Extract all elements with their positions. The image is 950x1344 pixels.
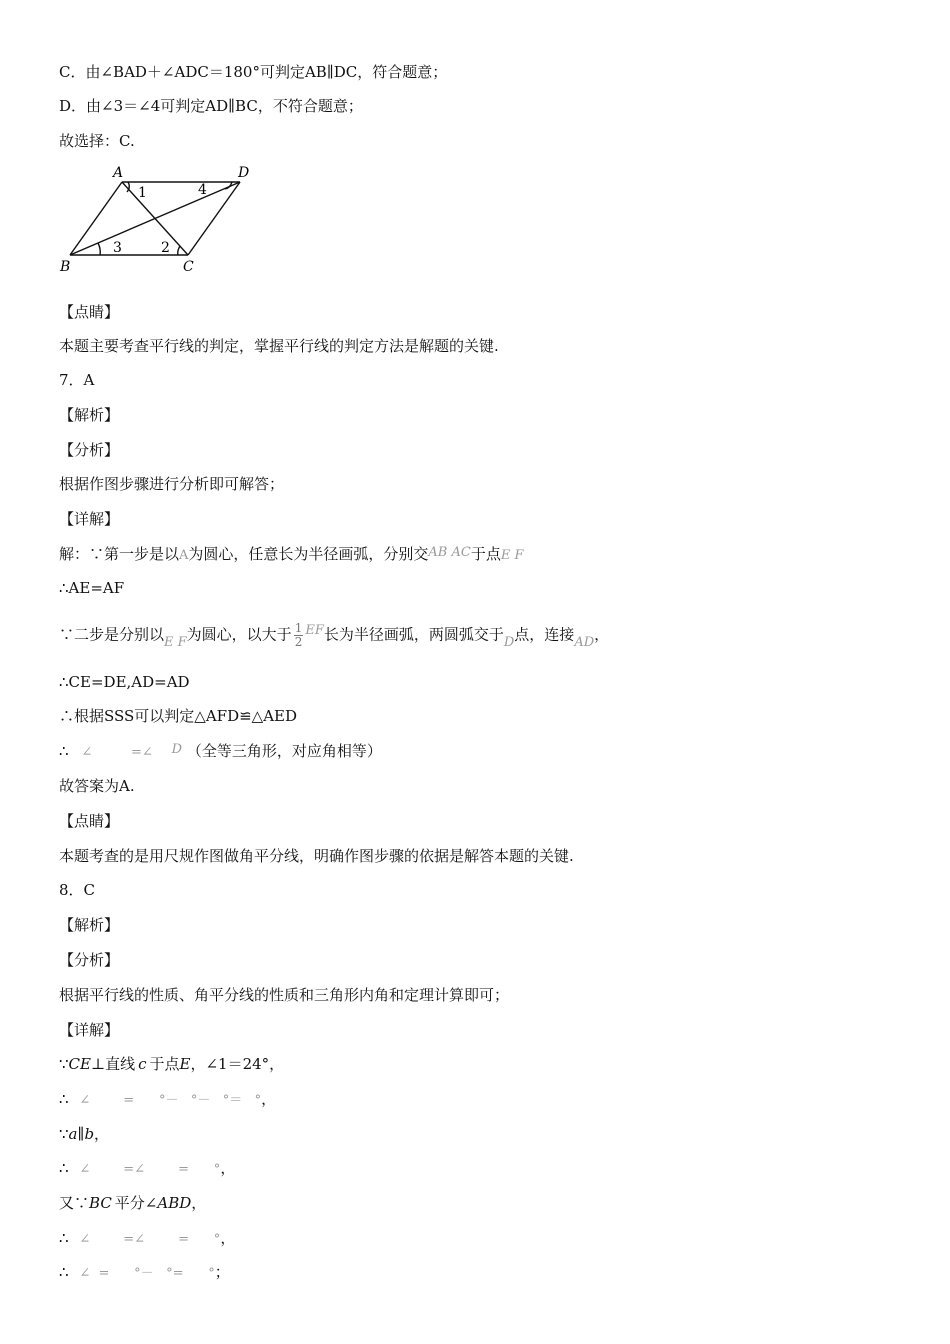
step-one-text-b: 为圆心，任意长为半径画弧，分别交: [188, 545, 429, 563]
angle-arc-3: [98, 243, 100, 255]
parallel-symbol: ∥: [77, 1125, 85, 1143]
line-calc-3: [59, 1228, 235, 1250]
parallel-because: ∵: [59, 1125, 69, 1143]
angle-label-4: 4: [198, 182, 207, 198]
angle-label-1: 1: [138, 185, 147, 201]
because-symbol: ∵: [59, 1055, 69, 1073]
heading-fenxi-7: 【分析】: [59, 441, 120, 459]
line-calc-2: [59, 1158, 235, 1180]
step-two-text-d: 点，连接: [514, 625, 575, 644]
calc-3-therefore: ∴: [59, 1229, 69, 1247]
step-two-text-b: 为圆心，以大于: [186, 625, 292, 644]
angle-expr-b: =∠: [131, 745, 153, 760]
question-8-answer: 8．C: [59, 881, 96, 899]
point-e-var: E: [179, 1055, 191, 1073]
line-step-one: [59, 544, 524, 566]
calc-2-therefore: ∴: [59, 1159, 69, 1177]
calc-2-expr: ∠ =∠ = °: [79, 1162, 221, 1177]
line-analysis-7: 根据作图步骤进行分析即可解答；: [59, 475, 285, 493]
line-option-c: C．由∠BAD＋∠ADC＝180°可判定AB∥DC，符合题意；: [59, 63, 448, 81]
vertex-label-b: B: [60, 259, 71, 275]
step-two-comma: ，: [594, 625, 610, 644]
segment-bc-var: BC: [89, 1194, 112, 1212]
line-summary-6: 本题主要考查平行线的判定，掌握平行线的判定方法是解题的关键.: [59, 337, 499, 355]
ce-text-c: ，∠1＝24°，: [190, 1055, 285, 1073]
calc-1-expr: ∠ = °－ °－ °＝ °: [79, 1093, 262, 1108]
therefore-symbol: ∴: [59, 742, 69, 760]
line-calc-1: [59, 1089, 276, 1111]
parallelogram-figure: [58, 163, 258, 278]
line-bc-bisects: [59, 1193, 206, 1213]
line-c-var: c: [138, 1055, 147, 1073]
line-answer-choice: 故选择：C.: [59, 132, 135, 150]
step-two-text-a: ∵二步是分别以: [59, 625, 165, 644]
question-7-answer: 7．A: [59, 371, 95, 389]
angle-reason: （全等三角形，对应角相等）: [186, 742, 382, 760]
step-two-points: E F: [164, 634, 187, 650]
ce-text-b: 于点: [149, 1055, 180, 1073]
ce-text-a: ⊥直线: [90, 1055, 136, 1073]
calc-4-expr: ∠ = °－ °= °: [79, 1266, 215, 1281]
angle-arc-2: [178, 246, 180, 255]
angle-abd-var: ABD: [157, 1194, 192, 1212]
line-b-var: b: [84, 1125, 95, 1143]
heading-fenxi-8: 【分析】: [59, 951, 120, 969]
step-one-segments: AB AC: [428, 545, 471, 560]
parallel-comma: ，: [94, 1125, 110, 1143]
calc-1-therefore: ∴: [59, 1090, 69, 1108]
line-a-var: a: [68, 1125, 78, 1143]
heading-dianjing-1: 【点睛】: [59, 303, 120, 321]
line-summary-7: 本题考查的是用尺规作图做角平分线，明确作图步骤的依据是解答本题的关键.: [59, 847, 574, 865]
calc-4-semicolon: ；: [214, 1263, 230, 1281]
fraction-numerator: 1: [294, 621, 303, 635]
line-angle-equal: [59, 741, 382, 763]
vertex-label-d: D: [238, 165, 250, 181]
heading-xiangjie-8: 【详解】: [59, 1021, 120, 1039]
heading-jiexi-8: 【解析】: [59, 916, 120, 934]
line-answer-7: 故答案为A.: [59, 777, 135, 795]
vertex-label-a: A: [113, 165, 124, 181]
step-one-points: E F: [500, 548, 524, 563]
step-one-text-a: 解：∵第一步是以: [59, 545, 180, 563]
angle-expr-d: D: [171, 742, 183, 757]
heading-jiexi-7: 【解析】: [59, 406, 120, 424]
angle-label-3: 3: [113, 240, 122, 256]
line-option-d: D．由∠3＝∠4可判定AD∥BC，不符合题意；: [59, 97, 363, 115]
line-a-parallel-b: [59, 1124, 109, 1144]
line-calc-4: [59, 1262, 230, 1284]
bisect-text: 平分∠: [114, 1194, 158, 1212]
step-two-ad: AD: [574, 634, 595, 650]
step-one-point-a: A: [179, 548, 189, 563]
angle-label-2: 2: [161, 240, 170, 256]
calc-3-expr: ∠ =∠ = °: [79, 1232, 221, 1247]
calc-4-therefore: ∴: [59, 1263, 69, 1281]
line-step-two: [59, 622, 609, 649]
line-sss-congruence: ∴根据SSS可以判定△AFD≌△AED: [59, 707, 298, 725]
segment-ce: CE: [68, 1055, 91, 1073]
line-ce-perpendicular: [59, 1054, 284, 1074]
step-two-ef: EF: [305, 622, 324, 638]
heading-dianjing-7: 【点睛】: [59, 812, 120, 830]
bisect-because: 又∵: [59, 1194, 90, 1212]
angle-expr-a: ∠: [81, 745, 93, 760]
step-one-text-c: 于点: [470, 545, 501, 563]
fraction-denominator: 2: [294, 635, 303, 649]
fraction-one-half: [294, 622, 304, 649]
calc-1-comma: ，: [261, 1090, 277, 1108]
vertex-label-c: C: [183, 259, 194, 275]
line-ae-af: ∴AE=AF: [59, 579, 125, 597]
step-two-text-c: 长为半径画弧，两圆弧交于: [323, 625, 504, 644]
heading-xiangjie-7: 【详解】: [59, 510, 120, 528]
step-two-point-d: D: [503, 634, 515, 650]
line-ce-de: ∴CE=DE,AD=AD: [59, 673, 190, 691]
bisect-comma: ，: [191, 1194, 207, 1212]
calc-2-comma: ，: [220, 1159, 236, 1177]
line-analysis-8: 根据平行线的性质、角平分线的性质和三角形内角和定理计算即可；: [59, 986, 510, 1004]
calc-3-comma: ，: [220, 1229, 236, 1247]
